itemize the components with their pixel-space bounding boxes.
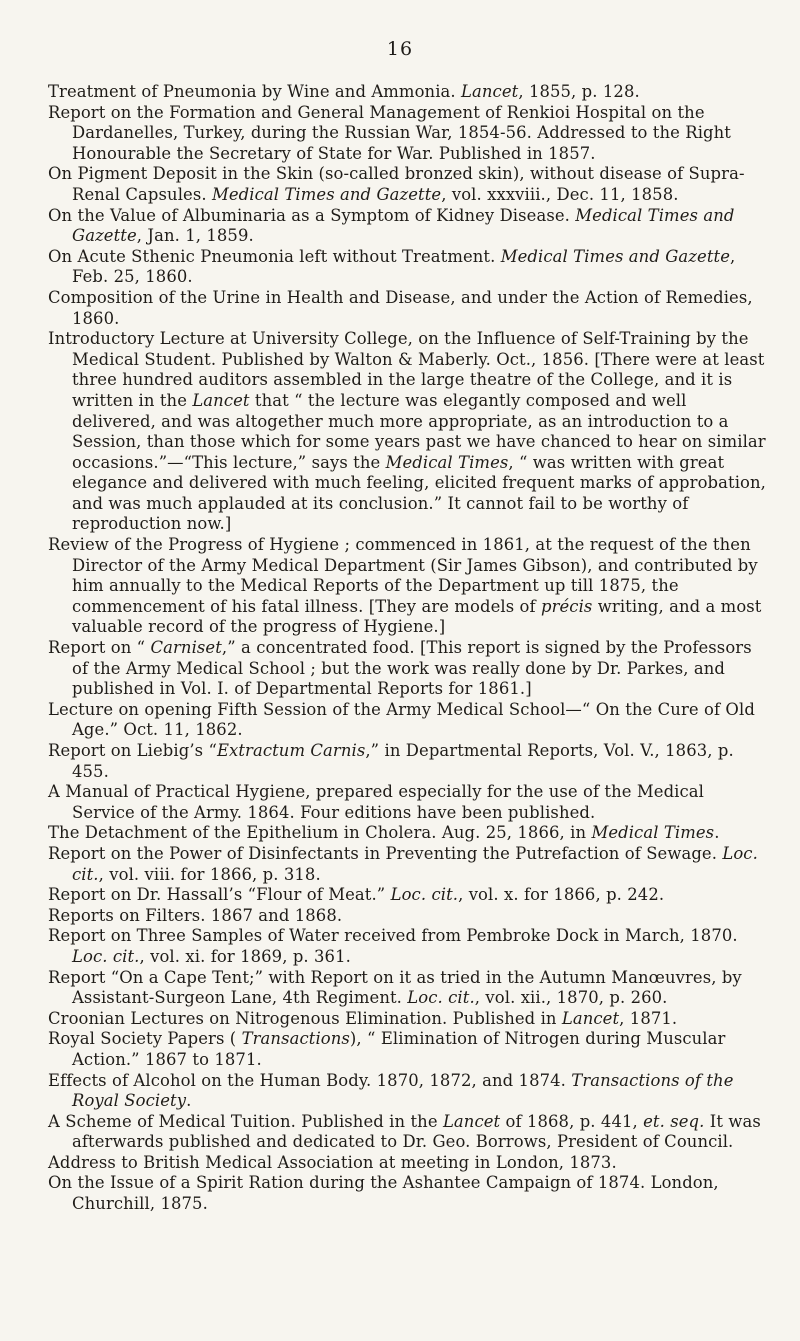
bibliography-entry: On Acute Sthenic Pneumonia left without Treatment. Medical Times and Gazette, Feb. 25, 1860. <box>48 246 736 287</box>
bibliography-entry: Report on the Formation and General Management of Renkioi Hospital on the Dardanelles, Turkey, during the Russian War, 1854-56. Addressed to the Right Honourable the Secretary of State for War. Published in 1857. <box>48 102 731 163</box>
bibliography-entry: Report “On a Cape Tent;” with Report on it as tried in the Autumn Manœuvres, by Assistant-Surgeon Lane, 4th Regiment. Loc. cit., vol. xii., 1870, p. 260. <box>48 967 742 1008</box>
bibliography-list <box>48 82 770 1215</box>
bibliography-entry: The Detachment of the Epithelium in Cholera. Aug. 25, 1866, in Medical Times. <box>48 823 720 843</box>
bibliography-entry: Effects of Alcohol on the Human Body. 1870, 1872, and 1874. Transactions of the Royal Society. <box>48 1070 734 1111</box>
bibliography-entry: Lecture on opening Fifth Session of the Army Medical School—“ On the Cure of Old Age.” Oct. 11, 1862. <box>48 699 755 740</box>
bibliography-entry: Report on Three Samples of Water received from Pembroke Dock in March, 1870. Loc. cit., vol. xi. for 1869, p. 361. <box>48 926 738 966</box>
bibliography-entry: On the Issue of a Spirit Ration during the Ashantee Campaign of 1874. London, Churchill, 1875. <box>48 1173 719 1214</box>
bibliography-entry: Review of the Progress of Hygiene ; commenced in 1861, at the request of the then Director of the Army Medical Department (Sir James Gibson), and contributed by him annually to the Medical Reports of the Department up till 1875, the commencement of his fatal illness. [They are models of précis writing, and a most valuable record of the progress of Hygiene.] <box>48 535 762 637</box>
bibliography-entry: Report on the Power of Disinfectants in Preventing the Putrefaction of Sewage. Loc. cit., vol. viii. for 1866, p. 318. <box>48 843 758 884</box>
bibliography-entry: Report on “ Carniset,” a concentrated food. [This report is signed by the Professors of the Army Medical School ; but the work was really done by Dr. Parkes, and published in Vol. I. of Departmental Reports for 1861.] <box>48 638 752 699</box>
bibliography-entry: Composition of the Urine in Health and Disease, and under the Action of Remedies, 1860. <box>48 287 753 328</box>
bibliography-entry: Report on Liebig’s “Extractum Carnis,” in Departmental Reports, Vol. V., 1863, p. 455. <box>48 741 734 781</box>
bibliography-entry: Reports on Filters. 1867 and 1868. <box>48 905 343 925</box>
bibliography-entry: Royal Society Papers ( Transactions), “ Elimination of Nitrogen during Muscular Action.” 1867 to 1871. <box>48 1029 726 1069</box>
bibliography-entry: A Manual of Practical Hygiene, prepared especially for the use of the Medical Service of the Army. 1864. Four editions have been published. <box>48 782 704 822</box>
bibliography-entry: Treatment of Pneumonia by Wine and Ammonia. Lancet, 1855, p. 128. <box>48 82 640 101</box>
bibliography-entry: On Pigment Deposit in the Skin (so-called bronzed skin), without disease of Supra-Renal Capsules. Medical Times and Gazette, vol. xxxviii., Dec. 11, 1858. <box>48 164 745 204</box>
page-number: 16 <box>386 38 414 60</box>
bibliography-entry: Address to British Medical Association at meeting in London, 1873. <box>48 1152 617 1172</box>
bibliography-entry: Introductory Lecture at University College, on the Influence of Self-Training by the Medical Student. Published by Walton & Maberly. Oct., 1856. [There were at least three hundred auditors assembled in the large theatre of the College, and it is written in the Lancet that “ the lecture was elegantly composed and well delivered, and was altogether much more appropriate, as an introduction to a Session, than those which for some years past we have chanced to hear on similar occasions.”—“This lecture,” says the Medical Times, “ was written with great elegance and delivered with much feeling, elicited frequent marks of approbation, and was much applauded at its conclusion.” It cannot fail to be worthy of reproduction now.] <box>48 329 766 534</box>
bibliography-entry: A Scheme of Medical Tuition. Published in the Lancet of 1868, p. 441, et. seq. It was afterwards published and dedicated to Dr. Geo. Borrows, President of Council. <box>48 1111 761 1152</box>
bibliography-entry: Croonian Lectures on Nitrogenous Elimination. Published in Lancet, 1871. <box>48 1008 678 1028</box>
bibliography-entry: On the Value of Albuminaria as a Symptom of Kidney Disease. Medical Times and Gazette, Jan. 1, 1859. <box>48 205 735 246</box>
bibliography-entry: Report on Dr. Hassall’s “Flour of Meat.” Loc. cit., vol. x. for 1866, p. 242. <box>48 885 665 905</box>
